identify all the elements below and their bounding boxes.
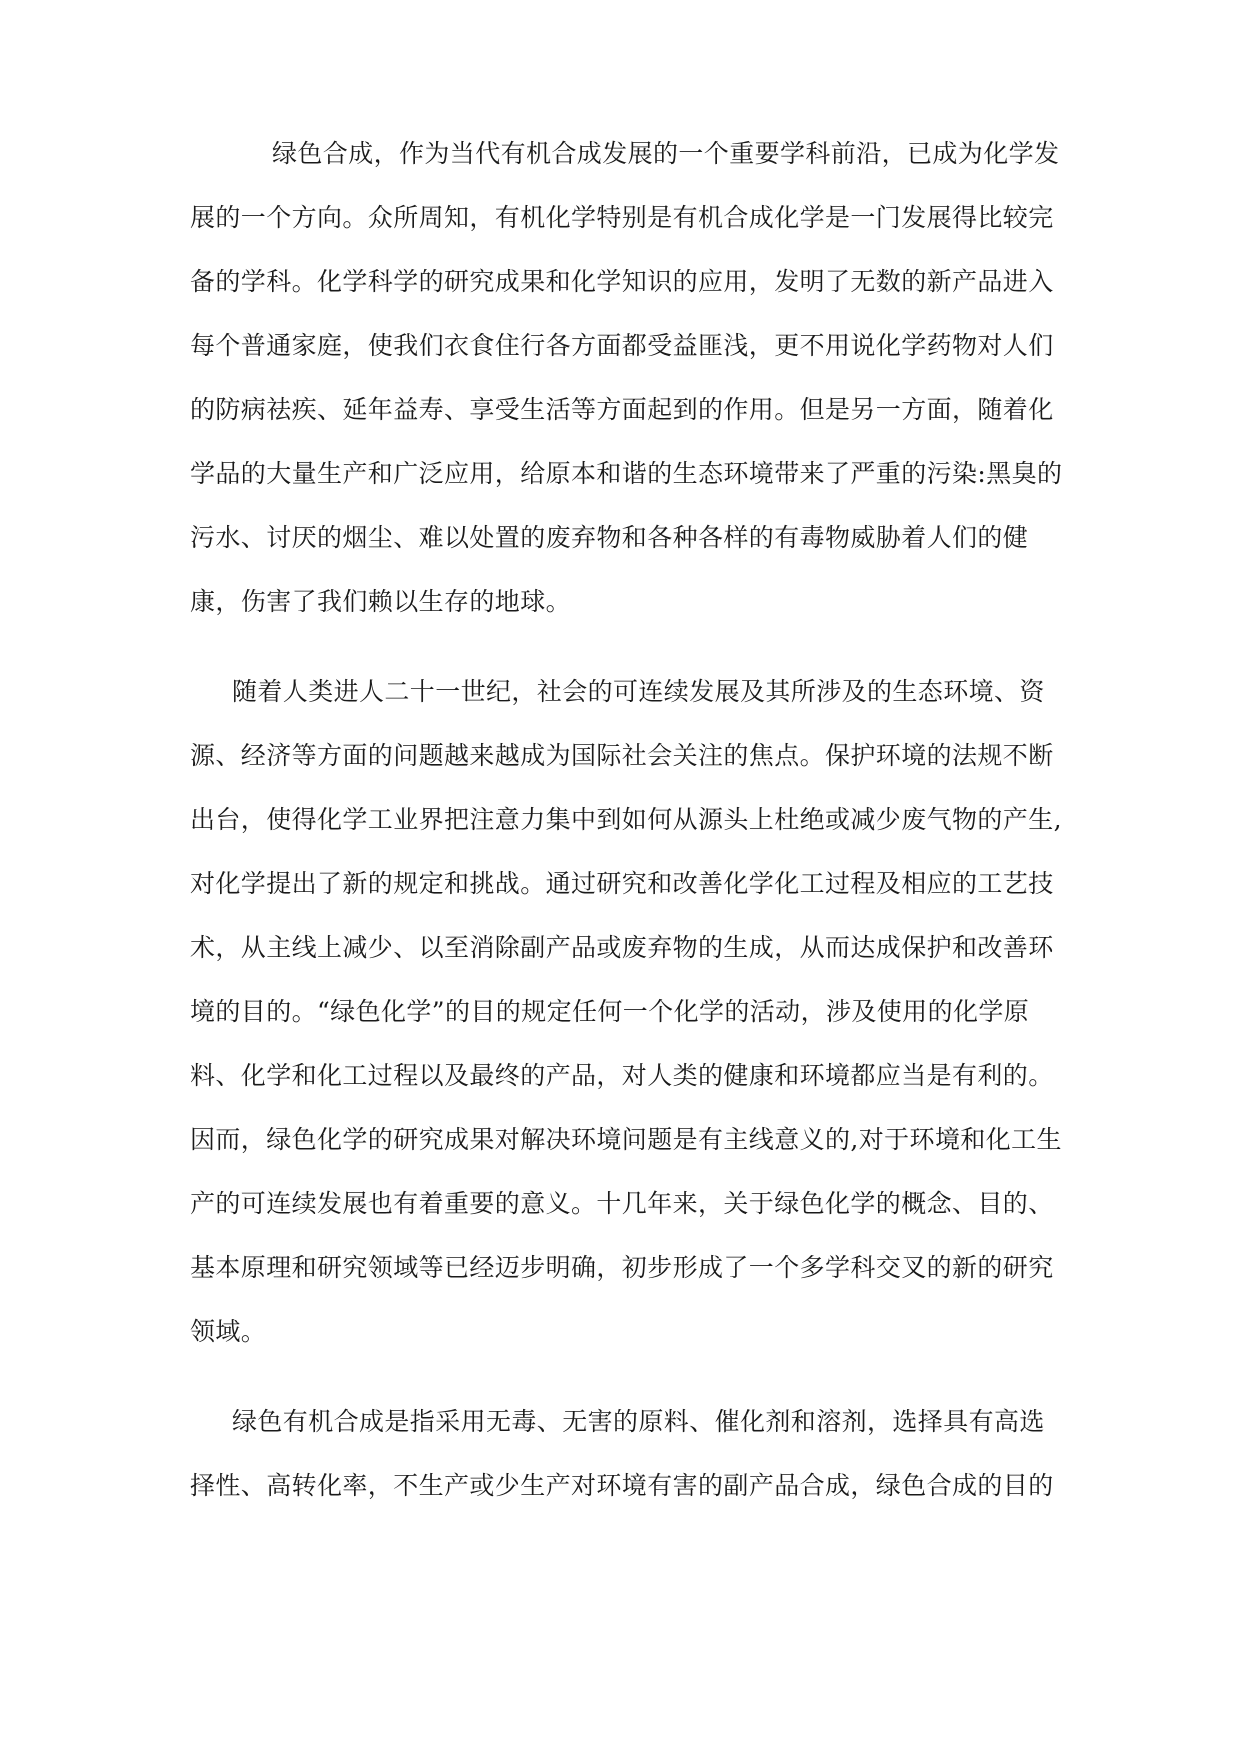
paragraph-1-line-5: 的防病祛疾、延年益寿、享受生活等方面起到的作用。但是另一方面，随着化 [190,395,1054,424]
paragraph-2-line-11: 领域。 [190,1317,267,1346]
paragraph-2-line-9: 产的可连续发展也有着重要的意义。十几年来，关于绿色化学的概念、目的、 [190,1189,1054,1218]
paragraph-2-line-2: 源、经济等方面的问题越来越成为国际社会关注的焦点。保护环境的法规不断 [190,741,1054,770]
paragraph-1-line-1: 绿色合成，作为当代有机合成发展的一个重要学科前沿，已成为化学发 [272,139,1060,168]
paragraph-3-line-1: 绿色有机合成是指采用无毒、无害的原料、催化剂和溶剂，选择具有高选 [232,1407,1045,1436]
paragraph-2-line-4: 对化学提出了新的规定和挑战。通过研究和改善化学化工过程及相应的工艺技 [190,869,1054,898]
paragraph-2-line-10: 基本原理和研究领域等已经迈步明确，初步形成了一个多学科交叉的新的研究 [190,1253,1054,1282]
paragraph-1-line-6: 学品的大量生产和广泛应用，给原本和谐的生态环境带来了严重的污染:黑臭的 [190,459,1063,488]
paragraph-1-line-3: 备的学科。化学科学的研究成果和化学知识的应用，发明了无数的新产品进入 [190,267,1054,296]
paragraph-2-line-7: 料、化学和化工过程以及最终的产品，对人类的健康和环境都应当是有利的。 [190,1061,1054,1090]
paragraph-2-line-1: 随着人类进人二十一世纪，社会的可连续发展及其所涉及的生态环境、资 [232,677,1045,706]
paragraph-2-line-6: 境的目的。“绿色化学”的目的规定任何一个化学的活动，涉及使用的化学原 [190,997,1030,1026]
paragraph-3-line-2: 择性、高转化率，不生产或少生产对环境有害的副产品合成，绿色合成的目的 [190,1471,1054,1500]
paragraph-2-line-5: 术，从主线上减少、以至消除副产品或废弃物的生成，从而达成保护和改善环 [190,933,1054,962]
paragraph-2-line-3: 出台，使得化学工业界把注意力集中到如何从源头上杜绝或减少废气物的产生, [190,805,1062,834]
paragraph-2-line-8: 因而，绿色化学的研究成果对解决环境问题是有主线意义的,对于环境和化工生 [190,1125,1062,1154]
paragraph-1-line-8: 康，伤害了我们赖以生存的地球。 [190,587,572,616]
paragraph-1-line-7: 污水、讨厌的烟尘、难以处置的废弃物和各种各样的有毒物威胁着人们的健 [190,523,1029,552]
paragraph-1-line-2: 展的一个方向。众所周知，有机化学特别是有机合成化学是一门发展得比较完 [190,203,1054,232]
paragraph-1-line-4: 每个普通家庭，使我们衣食住行各方面都受益匪浅，更不用说化学药物对人们 [190,331,1054,360]
